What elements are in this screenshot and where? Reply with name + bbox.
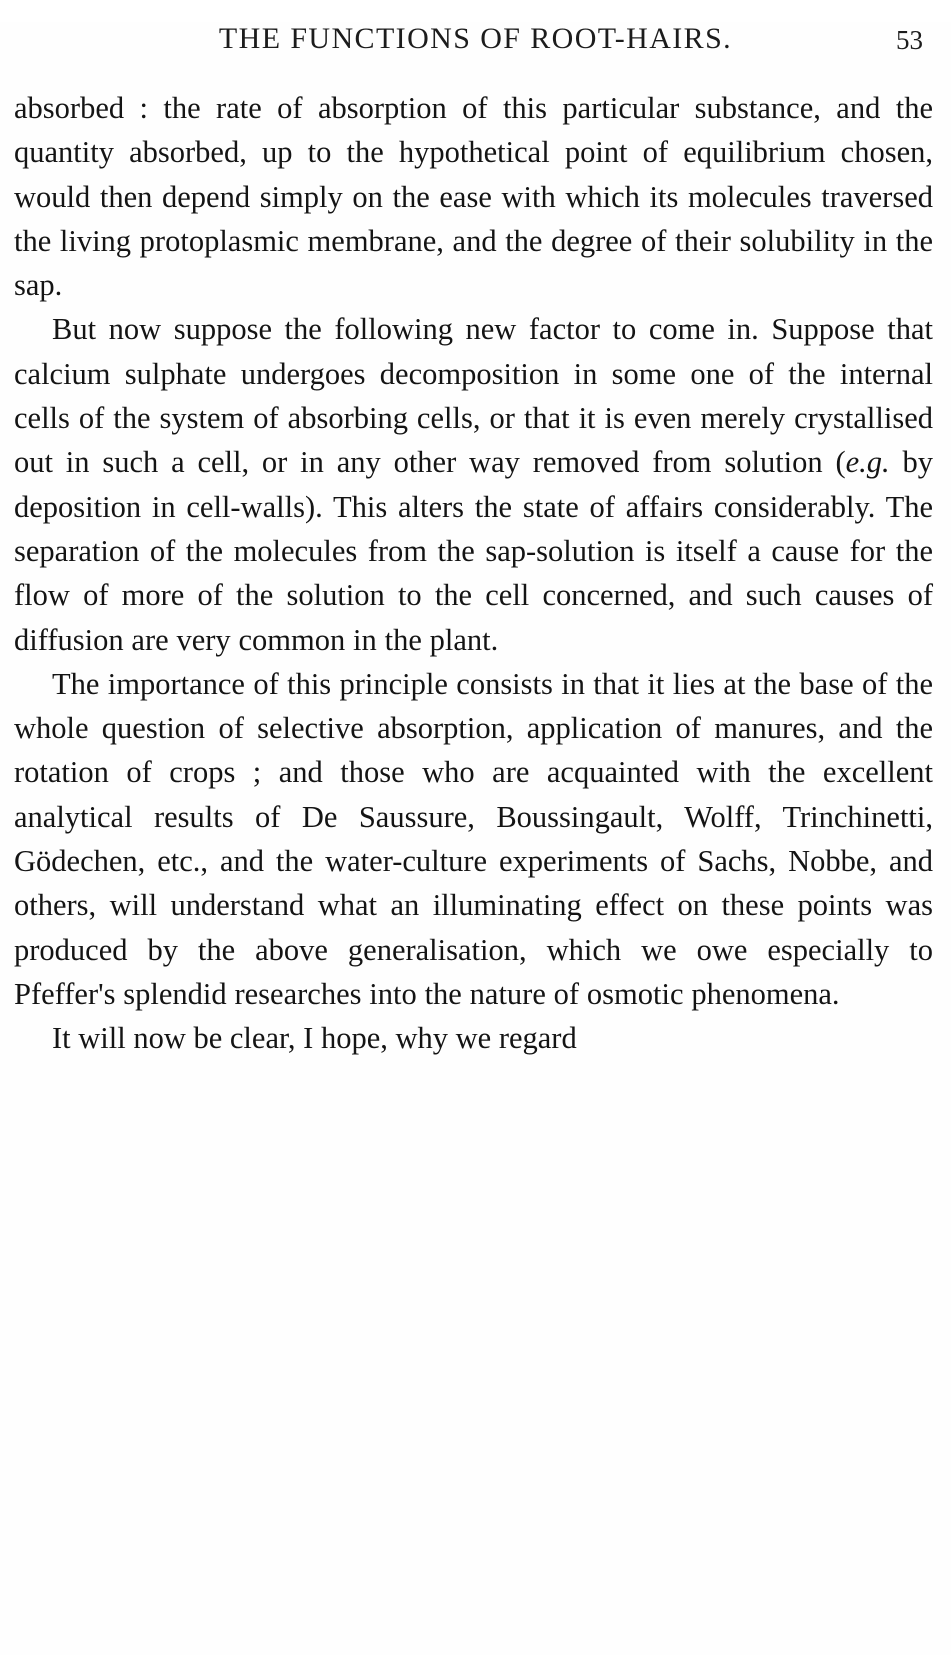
paragraph-new-factor-part1: But now suppose the following new factor to come in. Suppose that calcium sulphate undergoes decomposition in some one of the internal cells of the system of absorbing cells, or that it is even merely crystallised out in such a cell, or in any other way removed from solution ( — [14, 312, 933, 480]
running-head — [0, 22, 951, 56]
body-text — [0, 86, 951, 1061]
paragraph-importance: The importance of this principle consists in that it lies at the base of the whole question of selective absorption, application of manures, and the rotation of crops ; and those who are acquainted with the excellent analytical results of De Saussure, Boussingault, Wolff, Trinchinetti, Gödechen, etc., and the water-culture experiments of Sachs, Nobbe, and others, will understand what an illuminating effect on these points was produced by the above generalisation, which we owe especially to Pfeffer's splendid researches into the nature of osmotic phenomena. — [14, 666, 933, 1011]
paragraph-new-factor-italic: e.g. — [845, 445, 890, 480]
page-number: 53 — [896, 25, 923, 55]
document-page — [0, 22, 951, 1655]
paragraph-continued: absorbed : the rate of absorption of this particular substance, and the quantity absorbed, up to the hypothetical point of equilibrium chosen, would then depend simply on the ease with which its molecules traversed the living protoplasmic membrane, and the degree of their solubility in the sap. — [14, 91, 933, 303]
paragraph-new-factor — [14, 307, 933, 661]
paragraph-new-factor-part2: by deposition in cell-walls). This alters the state of affairs considerably. The separation of the molecules from the sap-solution is itself a cause for the flow of more of the solution to the cell concerned, and such causes of diffusion are very common in the plant. — [14, 445, 933, 657]
paragraph-partial-next: It will now be clear, I hope, why we regard — [52, 1021, 577, 1056]
page-title: THE FUNCTIONS OF ROOT-HAIRS. — [218, 22, 733, 55]
